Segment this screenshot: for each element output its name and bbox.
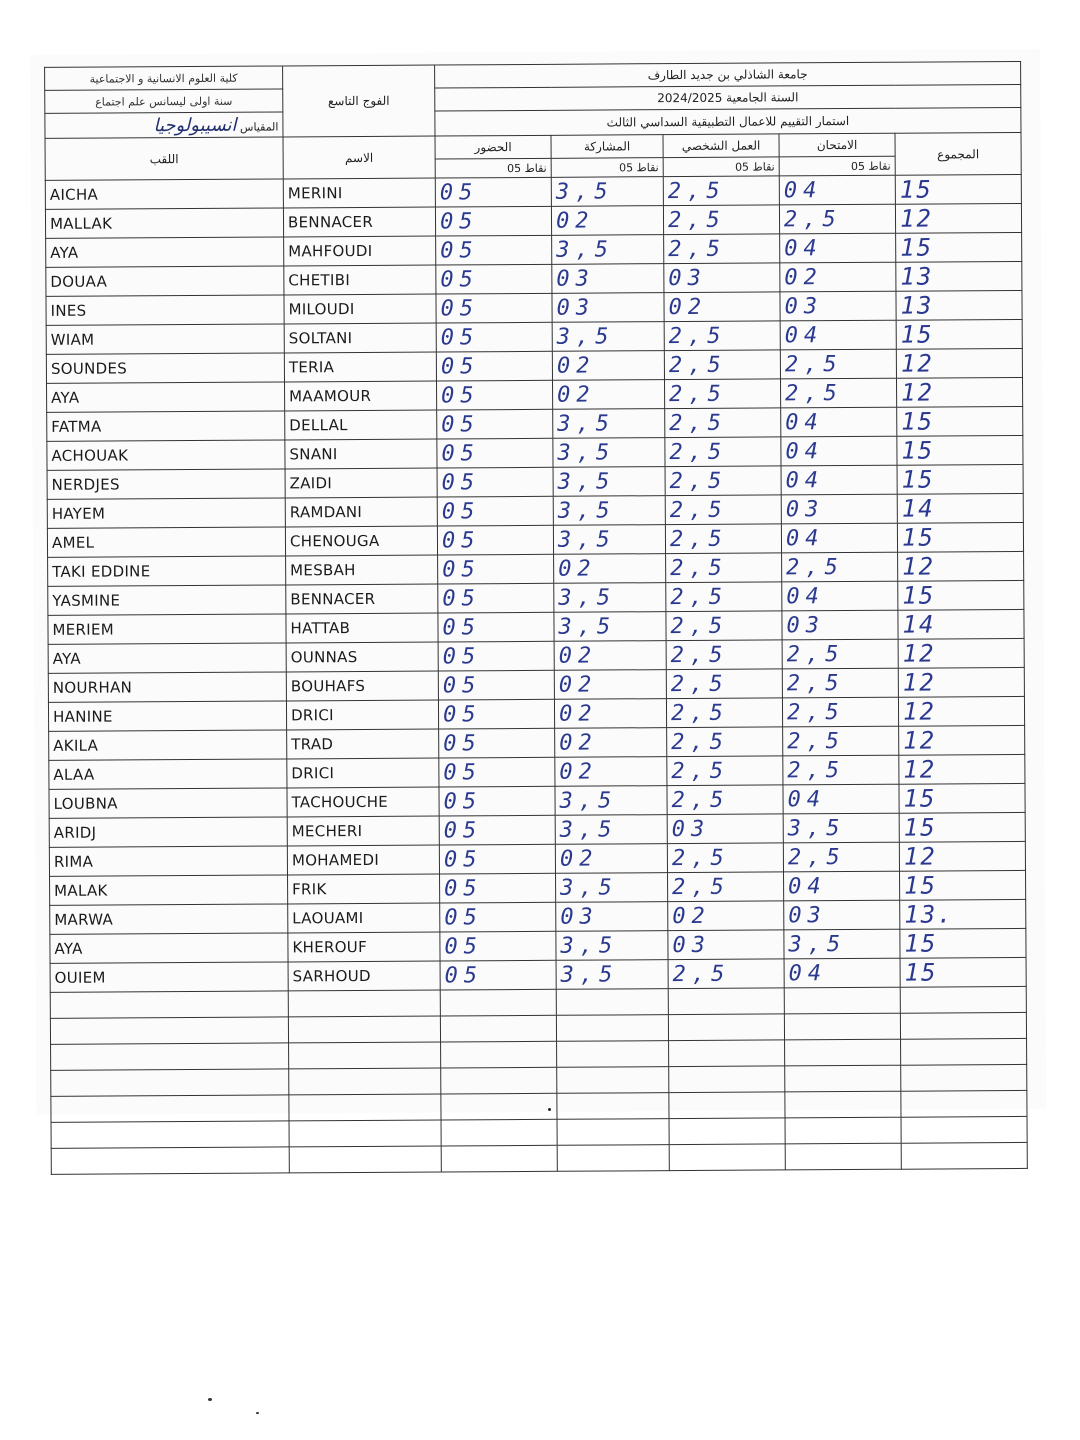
- grade-exam: 04: [784, 871, 900, 901]
- grade-personal-work: 2,5: [663, 205, 779, 235]
- empty-cell: [785, 1065, 901, 1092]
- student-name: RAMDANI: [285, 497, 437, 527]
- student-name: DRICI: [286, 700, 438, 730]
- student-surname: AYA: [48, 643, 286, 673]
- student-surname: AYA: [47, 382, 285, 412]
- grade-total: 15: [899, 812, 1025, 842]
- grade-attendance: 05: [435, 206, 551, 236]
- empty-cell: [557, 1119, 669, 1146]
- student-surname: OUIEM: [50, 962, 288, 992]
- student-surname: SOUNDES: [46, 353, 284, 383]
- empty-cell: [50, 991, 288, 1018]
- grade-participation: 02: [552, 380, 664, 410]
- grade-personal-work: 2,5: [668, 872, 784, 902]
- empty-cell: [289, 1120, 441, 1147]
- student-name: DRICI: [287, 758, 439, 788]
- grade-personal-work: 03: [664, 263, 780, 293]
- grade-participation: 02: [554, 641, 666, 671]
- grade-attendance: 05: [436, 351, 552, 381]
- empty-cell: [441, 1119, 557, 1146]
- empty-cell: [51, 1121, 289, 1148]
- grade-exam: 03: [782, 610, 898, 640]
- grade-attendance: 05: [436, 235, 552, 265]
- grade-participation: 3,5: [556, 931, 668, 961]
- module-field: [45, 112, 283, 138]
- grade-exam: 04: [781, 465, 897, 495]
- empty-cell: [669, 1118, 785, 1145]
- grade-total: 14: [897, 493, 1023, 523]
- student-name: CHETIBI: [284, 265, 436, 295]
- grade-attendance: 05: [437, 409, 553, 439]
- student-name: MAAMOUR: [285, 381, 437, 411]
- student-surname: FATMA: [47, 411, 285, 441]
- empty-cell: [669, 1040, 785, 1067]
- grade-participation: 02: [551, 206, 663, 236]
- student-name: HATTAB: [286, 613, 438, 643]
- student-name: MESBAH: [286, 555, 438, 585]
- student-surname: MALAK: [50, 875, 288, 905]
- grade-participation: 02: [552, 351, 664, 381]
- empty-cell: [51, 1043, 289, 1070]
- student-surname: MARWA: [50, 904, 288, 934]
- grade-total: 12: [898, 551, 1024, 581]
- student-name: MOHAMEDI: [287, 845, 439, 875]
- grade-personal-work: 2,5: [663, 176, 779, 206]
- grade-personal-work: 02: [668, 901, 784, 931]
- empty-cell: [784, 987, 900, 1014]
- grade-exam: 2,5: [783, 726, 899, 756]
- grade-attendance: 05: [440, 873, 556, 903]
- grade-exam: 04: [781, 523, 897, 553]
- grade-exam: 03: [781, 494, 897, 524]
- grade-participation: 3,5: [552, 322, 664, 352]
- group-label: الفوج التاسع: [283, 65, 435, 137]
- grade-total: 12: [899, 725, 1025, 755]
- grade-personal-work: 2,5: [665, 495, 781, 525]
- grade-attendance: 05: [437, 496, 553, 526]
- student-name: KHEROUF: [288, 932, 440, 962]
- grade-attendance: 05: [439, 815, 555, 845]
- grade-personal-work: 2,5: [667, 756, 783, 786]
- grade-exam: 04: [780, 320, 896, 350]
- student-surname: WIAM: [46, 324, 284, 354]
- empty-cell: [901, 1090, 1027, 1117]
- empty-cell: [51, 1095, 289, 1122]
- grade-attendance: 05: [437, 525, 553, 555]
- empty-cell: [51, 1147, 289, 1174]
- grade-attendance: 05: [437, 467, 553, 497]
- grade-total: 15: [897, 406, 1023, 436]
- empty-cell: [784, 1013, 900, 1040]
- student-name: MECHERI: [287, 816, 439, 846]
- student-surname: NOURHAN: [48, 672, 286, 702]
- grade-attendance: 05: [436, 380, 552, 410]
- col-header-participation: المشاركة: [551, 135, 663, 159]
- empty-cell: [557, 1067, 669, 1094]
- grade-exam: 2,5: [780, 349, 896, 379]
- grade-exam: 3,5: [784, 929, 900, 959]
- student-surname: AMEL: [47, 527, 285, 557]
- student-name: BOUHAFS: [286, 671, 438, 701]
- grade-total: 14: [898, 609, 1024, 639]
- grade-total: 13.: [900, 899, 1026, 929]
- empty-cell: [668, 1014, 784, 1041]
- form-title: استمار التقييم للاعمال التطبيقية السداسي الثالث: [435, 107, 1021, 136]
- grade-personal-work: 2,5: [666, 553, 782, 583]
- student-surname: HANINE: [48, 701, 286, 731]
- empty-cell: [557, 1041, 669, 1068]
- empty-cell: [669, 1066, 785, 1093]
- student-name: LAOUAMI: [288, 903, 440, 933]
- grade-personal-work: 2,5: [666, 582, 782, 612]
- grade-attendance: 05: [439, 786, 555, 816]
- empty-cell: [289, 1068, 441, 1095]
- student-surname: NERDJES: [47, 469, 285, 499]
- grade-exam: 04: [779, 175, 895, 205]
- empty-cell: [50, 1017, 288, 1044]
- ink-speck: [208, 1398, 212, 1401]
- grade-participation: 3,5: [555, 815, 667, 845]
- grade-total: 12: [895, 203, 1021, 233]
- grade-attendance: 05: [438, 699, 554, 729]
- empty-row: [51, 1142, 1027, 1174]
- grade-attendance: 05: [439, 844, 555, 874]
- grade-personal-work: 2,5: [665, 437, 781, 467]
- grade-personal-work: 2,5: [664, 379, 780, 409]
- grade-attendance: 05: [438, 641, 554, 671]
- grade-participation: 02: [554, 554, 666, 584]
- col-header-total: المجموع: [895, 132, 1021, 175]
- student-surname: MALLAK: [45, 208, 283, 238]
- grade-attendance: 05: [436, 264, 552, 294]
- grade-total: 15: [898, 580, 1024, 610]
- student-name: BENNACER: [286, 584, 438, 614]
- grade-attendance: 05: [437, 438, 553, 468]
- student-surname: DOUAA: [46, 266, 284, 296]
- grade-personal-work: 2,5: [664, 234, 780, 264]
- student-name: TRAD: [287, 729, 439, 759]
- student-surname: LOUBNA: [49, 788, 287, 818]
- points-exam: نقاط 05: [779, 156, 895, 176]
- university-label: جامعة الشاذلي بن جديد الطارف: [435, 61, 1021, 88]
- empty-cell: [440, 989, 556, 1016]
- grade-total: 15: [900, 957, 1026, 987]
- col-header-attendance: الحضور: [435, 135, 551, 159]
- col-header-exam: الامتحان: [779, 133, 895, 157]
- empty-cell: [669, 1144, 785, 1171]
- student-surname: AYA: [50, 933, 288, 963]
- empty-cell: [288, 1016, 440, 1043]
- academic-year-label: السنة الجامعية 2024/2025: [435, 84, 1021, 111]
- grade-participation: 3,5: [553, 409, 665, 439]
- empty-cell: [901, 1038, 1027, 1065]
- grade-personal-work: 2,5: [667, 843, 783, 873]
- student-name: SNANI: [285, 439, 437, 469]
- grade-personal-work: 2,5: [665, 524, 781, 554]
- grade-exam: 2,5: [782, 668, 898, 698]
- grade-participation: 3,5: [553, 438, 665, 468]
- grade-exam: 03: [780, 291, 896, 321]
- grade-exam: 04: [784, 958, 900, 988]
- student-surname: HAYEM: [47, 498, 285, 528]
- grade-total: 12: [898, 638, 1024, 668]
- grade-personal-work: 03: [668, 930, 784, 960]
- grade-personal-work: 2,5: [664, 321, 780, 351]
- student-surname: RIMA: [49, 846, 287, 876]
- grade-total: 15: [897, 435, 1023, 465]
- grade-total: 15: [896, 232, 1022, 262]
- grade-personal-work: 02: [664, 292, 780, 322]
- grade-exam: 2,5: [782, 697, 898, 727]
- grade-exam: 02: [780, 262, 896, 292]
- student-name: TERIA: [284, 352, 436, 382]
- grade-exam: 04: [783, 784, 899, 814]
- points-personal-work: نقاط 05: [663, 157, 779, 177]
- student-name: SARHOUD: [288, 961, 440, 991]
- student-surname: AYA: [46, 237, 284, 267]
- empty-cell: [901, 1142, 1027, 1169]
- empty-cell: [669, 1092, 785, 1119]
- grade-personal-work: 03: [667, 814, 783, 844]
- student-surname: ACHOUAK: [47, 440, 285, 470]
- student-name: OUNNAS: [286, 642, 438, 672]
- empty-cell: [556, 1015, 668, 1042]
- ink-speck: [256, 1412, 259, 1414]
- grade-total: 15: [900, 928, 1026, 958]
- grade-exam: 04: [781, 436, 897, 466]
- grade-attendance: 05: [440, 931, 556, 961]
- grade-attendance: 05: [436, 322, 552, 352]
- grade-attendance: 05: [438, 670, 554, 700]
- grade-total: 15: [897, 464, 1023, 494]
- student-name: ZAIDI: [285, 468, 437, 498]
- grade-attendance: 05: [439, 757, 555, 787]
- student-name: BENNACER: [283, 207, 435, 237]
- points-attendance: نقاط 05: [435, 158, 551, 178]
- grade-personal-work: 2,5: [665, 408, 781, 438]
- grade-total: 12: [899, 841, 1025, 871]
- student-name: SOLTANI: [284, 323, 436, 353]
- grade-exam: 2,5: [782, 552, 898, 582]
- grade-participation: 3,5: [552, 235, 664, 265]
- grade-total: 12: [896, 348, 1022, 378]
- grade-exam: 2,5: [782, 639, 898, 669]
- grade-personal-work: 2,5: [668, 959, 784, 989]
- grade-personal-work: 2,5: [667, 785, 783, 815]
- grade-exam: 04: [781, 407, 897, 437]
- empty-cell: [441, 1093, 557, 1120]
- grade-attendance: 05: [438, 612, 554, 642]
- empty-cell: [557, 1093, 669, 1120]
- grade-participation: 3,5: [556, 960, 668, 990]
- student-surname: TAKI EDDINE: [48, 556, 286, 586]
- grade-participation: 02: [555, 728, 667, 758]
- grade-attendance: 05: [438, 554, 554, 584]
- empty-cell: [288, 990, 440, 1017]
- grade-personal-work: 2,5: [665, 466, 781, 496]
- grade-total: 15: [895, 174, 1021, 204]
- empty-cell: [556, 989, 668, 1016]
- student-name: TACHOUCHE: [287, 787, 439, 817]
- grade-exam: 3,5: [783, 813, 899, 843]
- grade-attendance: 05: [436, 293, 552, 323]
- grade-personal-work: 2,5: [666, 698, 782, 728]
- grade-total: 13: [896, 261, 1022, 291]
- module-label: المقياس: [239, 119, 279, 134]
- grade-total: 12: [898, 696, 1024, 726]
- grade-participation: 02: [555, 757, 667, 787]
- grade-attendance: 05: [440, 960, 556, 990]
- empty-cell: [785, 1117, 901, 1144]
- empty-cell: [441, 1041, 557, 1068]
- level-label: سنة اولى ليسانس علم اجتماع: [45, 89, 283, 113]
- grade-attendance: 05: [440, 902, 556, 932]
- grade-exam: 2,5: [779, 204, 895, 234]
- student-name: DELLAL: [285, 410, 437, 440]
- grade-participation: 02: [555, 844, 667, 874]
- col-header-personal-work: العمل الشخصي: [663, 134, 779, 158]
- grade-total: 15: [897, 522, 1023, 552]
- student-name: FRIK: [288, 874, 440, 904]
- grade-personal-work: 2,5: [666, 669, 782, 699]
- grade-participation: 3,5: [554, 612, 666, 642]
- empty-cell: [289, 1146, 441, 1173]
- empty-cell: [785, 1039, 901, 1066]
- grade-personal-work: 2,5: [666, 611, 782, 641]
- grade-total: 12: [898, 667, 1024, 697]
- grade-attendance: 05: [435, 177, 551, 207]
- grade-participation: 3,5: [553, 525, 665, 555]
- grade-participation: 3,5: [553, 496, 665, 526]
- grade-total: 15: [899, 783, 1025, 813]
- grade-attendance: 05: [439, 728, 555, 758]
- student-surname: AICHA: [45, 179, 283, 209]
- student-surname: AKILA: [49, 730, 287, 760]
- empty-cell: [289, 1094, 441, 1121]
- student-surname: ARIDJ: [49, 817, 287, 847]
- grade-exam: 2,5: [783, 755, 899, 785]
- empty-cell: [668, 988, 784, 1015]
- empty-cell: [900, 986, 1026, 1013]
- grade-exam: 04: [780, 233, 896, 263]
- empty-cell: [557, 1145, 669, 1172]
- student-name: MILOUDI: [284, 294, 436, 324]
- empty-cell: [785, 1143, 901, 1170]
- empty-cell: [51, 1069, 289, 1096]
- grade-personal-work: 2,5: [666, 640, 782, 670]
- grade-total: 15: [896, 319, 1022, 349]
- empty-cell: [785, 1091, 901, 1118]
- grade-exam: 04: [782, 581, 898, 611]
- empty-cell: [900, 1012, 1026, 1039]
- grade-table: [44, 61, 1028, 1175]
- student-surname: INES: [46, 295, 284, 325]
- col-header-name: الاسم: [283, 136, 435, 179]
- grade-participation: 02: [554, 699, 666, 729]
- student-name: CHENOUGA: [285, 526, 437, 556]
- grade-exam: 03: [784, 900, 900, 930]
- grade-participation: 3,5: [554, 583, 666, 613]
- col-header-surname: اللقب: [45, 137, 283, 180]
- grade-total: 13: [896, 290, 1022, 320]
- empty-cell: [440, 1015, 556, 1042]
- grade-participation: 03: [552, 293, 664, 323]
- evaluation-sheet: [30, 49, 1046, 1115]
- empty-cell: [901, 1116, 1027, 1143]
- grade-participation: 03: [556, 902, 668, 932]
- empty-cell: [441, 1067, 557, 1094]
- grade-personal-work: 2,5: [667, 727, 783, 757]
- grade-attendance: 05: [438, 583, 554, 613]
- empty-cell: [289, 1042, 441, 1069]
- grade-participation: 3,5: [556, 873, 668, 903]
- grade-participation: 02: [554, 670, 666, 700]
- grade-participation: 3,5: [551, 177, 663, 207]
- student-surname: ALAA: [49, 759, 287, 789]
- module-value: انسيبولوجيا: [153, 114, 237, 136]
- grade-participation: 3,5: [553, 467, 665, 497]
- student-name: MAHFOUDI: [284, 236, 436, 266]
- grade-total: 12: [896, 377, 1022, 407]
- empty-cell: [901, 1064, 1027, 1091]
- grade-total: 15: [900, 870, 1026, 900]
- student-surname: MERIEM: [48, 614, 286, 644]
- grade-personal-work: 2,5: [664, 350, 780, 380]
- grade-exam: 2,5: [783, 842, 899, 872]
- faculty-label: كلية العلوم الانسانية و الاجتماعية: [45, 66, 283, 90]
- grade-participation: 3,5: [555, 786, 667, 816]
- grade-exam: 2,5: [780, 378, 896, 408]
- points-participation: نقاط 05: [551, 158, 663, 178]
- grade-total: 12: [899, 754, 1025, 784]
- grade-participation: 03: [552, 264, 664, 294]
- student-surname: YASMINE: [48, 585, 286, 615]
- student-name: MERINI: [283, 178, 435, 208]
- ink-speck: [548, 1108, 551, 1111]
- empty-cell: [441, 1145, 557, 1172]
